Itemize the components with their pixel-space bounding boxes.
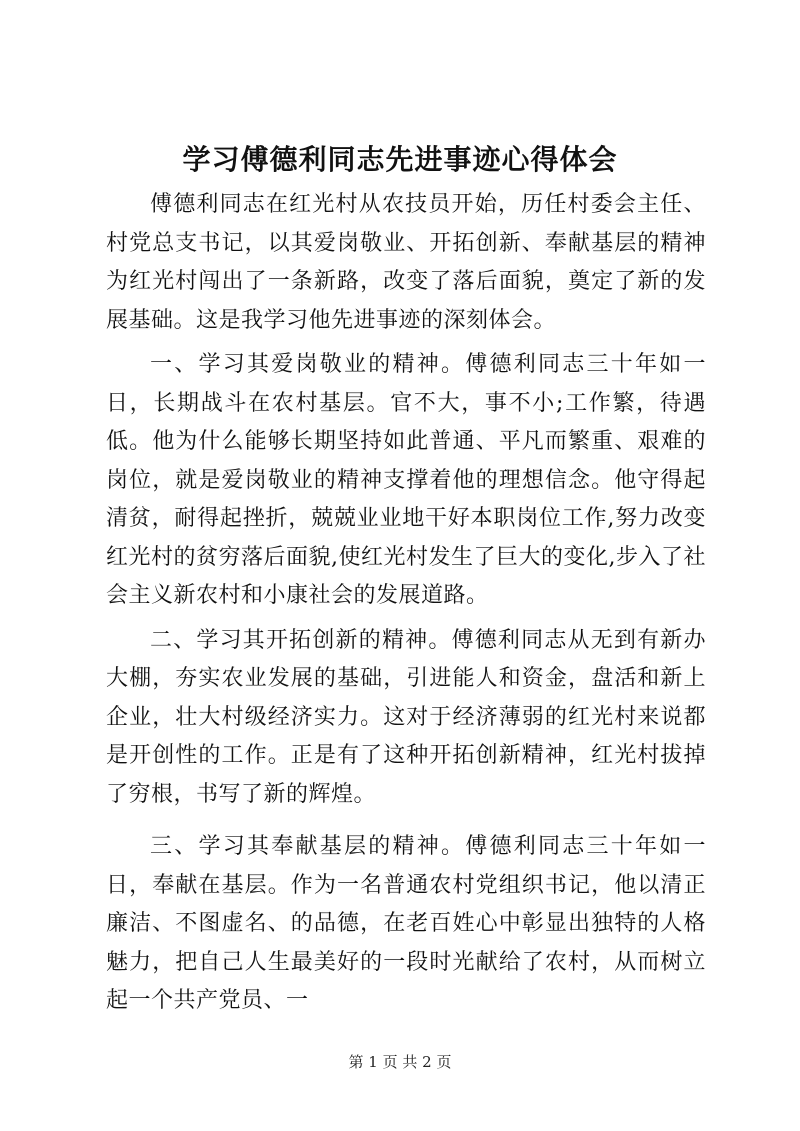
- page-number-footer: 第 1 页 共 2 页: [348, 1053, 452, 1071]
- paragraph-devotion: 三、学习其奉献基层的精神。傅德利同志三十年如一日，奉献在基层。作为一名普通农村党组织书记，他以清正廉洁、不图虚名、的品德，在老百姓心中彰显出独特的人格魅力，把自己人生最美好的一段时光献给了农村，从而树立起一个共产党员、一: [106, 834, 706, 1013]
- paragraph-dedication: 一、学习其爱岗敬业的精神。傅德利同志三十年如一日，长期战斗在农村基层。官不大，事不小;工作繁，待遇低。他为什么能够长期坚持如此普通、平凡而繁重、艰难的岗位，就是爱岗敬业的精神支撑着他的理想信念。他守得起清贫，耐得起挫折，兢兢业业地干好本职岗位工作,努力改变红光村的贫穷落后面貌,使红光村发生了巨大的变化,步入了社会主义新农村和小康社会的发展道路。: [106, 352, 706, 608]
- document-body: [106, 186, 706, 1027]
- paragraph-innovation: 二、学习其开拓创新的精神。傅德利同志从无到有新办大棚，夯实农业发展的基础，引进能人和资金，盘活和新上企业，壮大村级经济实力。这对于经济薄弱的红光村来说都是开创性的工作。正是有了这种开拓创新精神，红光村拔掉了穷根，书写了新的辉煌。: [106, 627, 706, 807]
- paragraph-intro: 傅德利同志在红光村从农技员开始，历任村委会主任、村党总支书记，以其爱岗敬业、开拓创新、奉献基层的精神为红光村闯出了一条新路，改变了落后面貌，奠定了新的发展基础。这是我学习他先进事迹的深刻体会。: [106, 192, 706, 333]
- document-title: 学习傅德利同志先进事迹心得体会: [182, 143, 618, 176]
